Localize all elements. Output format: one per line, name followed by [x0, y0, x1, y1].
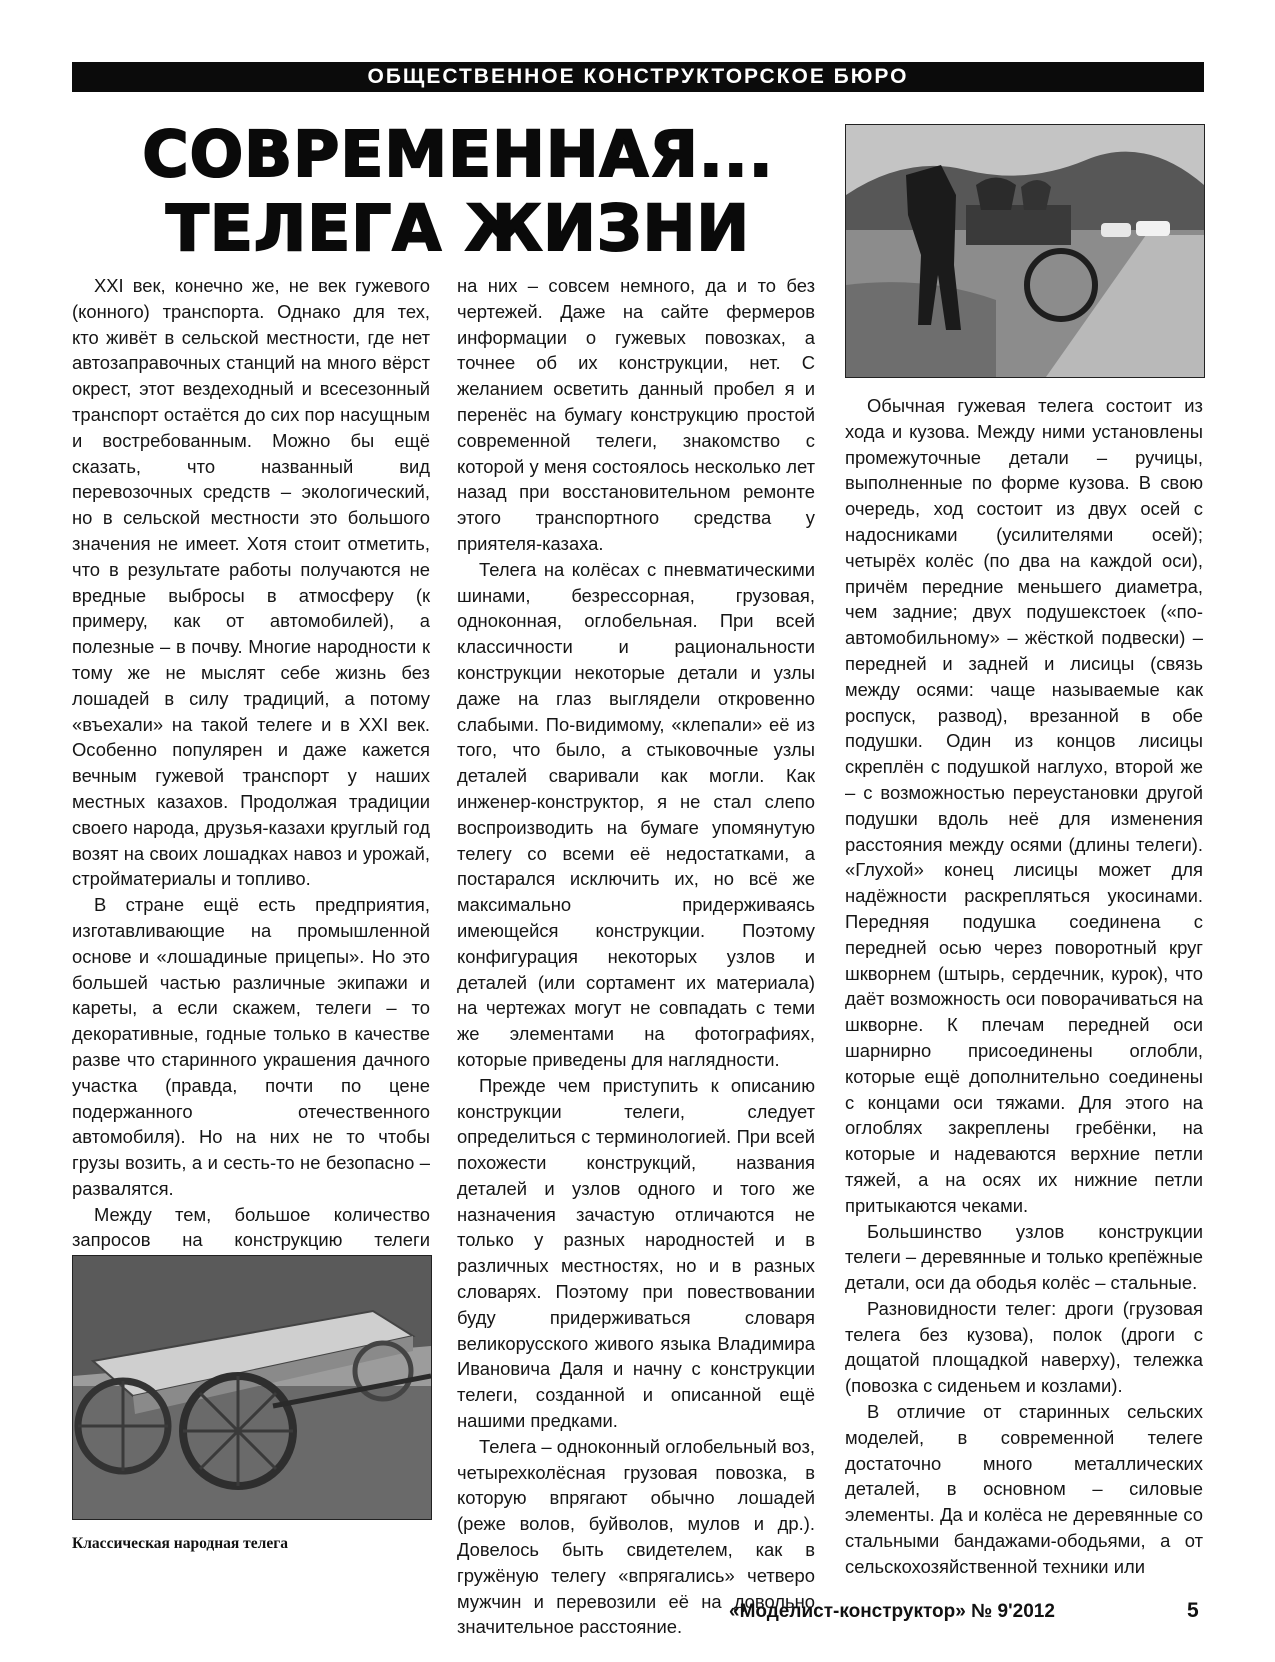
- paragraph: на них – совсем немного, да и то без чертежей. Даже на сайте фермеров информации о гужевых повозках, а точнее об их конструкции, нет. С желанием осветить данный пробел я и перенёс на бумагу конструкцию простой современной телеги, знакомство с которой у меня состоялось несколько лет назад при восстановительном ремонте этого транспортного средства у приятеля-казаха.: [457, 275, 815, 554]
- paragraph: Между тем, большое количество запросов на конструкцию телеги: [72, 1203, 430, 1251]
- paragraph: Прежде чем приступить к описанию конструкции телеги, следует определиться с терминологией. При всей похожести конструкций, названия деталей и узлов одного и того же назначения зачастую отличаются не только у разных народностей и в различных местностях, но и в разных словарях. Поэтому при повествовании буду придерживаться словаря великорусского живого языка Владимира Ивановича Даля и начну с конструкции телеги, созданной и описанной ещё нашими предками.: [457, 1074, 815, 1432]
- paragraph: Разновидности телег: дроги (грузовая телега без кузова), полок (дроги с дощатой площадкой наверху), тележка (повозка с сиденьем и козлами).: [845, 1297, 1203, 1397]
- text-column-1: [72, 273, 430, 1279]
- text-column-2: [457, 273, 815, 1640]
- magazine-issue: «Моделист-конструктор» № 9'2012: [729, 1601, 1055, 1622]
- section-header: ОБЩЕСТВЕННОЕ КОНСТРУКТОРСКОЕ БЮРО: [72, 62, 1204, 92]
- text-column-3: [845, 393, 1203, 1580]
- paragraph: Обычная гужевая телега состоит из хода и кузова. Между ними установлены промежуточные детали – ручицы, выполненные по форме кузова. В свою очередь, ход состоит из двух осей с надосниками (усилителями осей); четырёх колёс (по два на каждой оси), причём передние меньшего диаметра, чем задние; двух подушекстоек («по-автомобильному» – жёсткой подвески) – передней и задней и лисицы (связь между осями: чаще называемые как роспуск, развод), врезанной в обе подушки. Один из концов лисицы скреплён с подушкой наглухо, второй же – с возможностью переустановки другой подушки вдоль неё для изменения расстояния между осями (длины телеги). «Глухой» конец лисицы может для надёжности раскрепляться укосинами. Передняя подушка соединена с передней осью через поворотный круг шкворнем (штырь, сердечник, курок), что даёт возможность оси поворачиваться на шкворне. К плечам передней оси шарнирно присоединены оглобли, которые ещё дополнительно соединены с концами оси тяжами. Для этого на оглоблях закреплены гребёнки, на которые и надеваются верхние петли тяжей, а на осях их нижние петли притыкаются чеками.: [845, 395, 1203, 1216]
- paragraph: В отличие от старинных сельских моделей, в современной телеге достаточно много металлических деталей, в основном – силовые элементы. Да и колёса не деревянные со стальными бандажами-ободьями, а от сельскохозяйственной техники или: [845, 1401, 1203, 1577]
- paragraph: Телега на колёсах с пневматическими шинами, безрессорная, грузовая, одноконная, оглобельная. При всей классичности и рациональности конструкции некоторые детали и узлы даже на глаз выглядели откровенно слабыми. По-видимому, «клепали» её из того, что было, а стыковочные узлы деталей сваривали как могли. Как инженер-конструктор, я не стал слепо воспроизводить на бумаге упомянутую телегу со всеми её недостатками, а постарался исключить их, но всё же максимально придерживаясь имеющейся конструкции. Поэтому конфигурация некоторых узлов и деталей (или сортамент их материала) на чертежах могут не совпадать с теми же элементами на фотографиях, которые приведены для наглядности.: [457, 558, 815, 1070]
- photo-caption: Классическая народная телега: [72, 1535, 289, 1552]
- title-line-1: СОВРЕМЕННАЯ...: [142, 118, 774, 191]
- article-title: [88, 118, 828, 266]
- paragraph: В стране ещё есть предприятия, изготавливающие на промышленной основе и «лошадиные прицепы». Но это большей частью различные экипажи и кареты, а если скажем, телеги – то декоративные, годные только в качестве разве что старинного украшения дачного участка (правда, почти по цене подержанного отечественного автомобиля). Но на них не то чтобы грузы возить, а и сесть-то не безопасно – развалятся.: [72, 894, 430, 1199]
- horse-cart-photo: [845, 124, 1205, 378]
- paragraph: Большинство узлов конструкции телеги – деревянные и только крепёжные детали, оси да ободья колёс – стальные.: [845, 1220, 1203, 1294]
- paragraph: XXI век, конечно же, не век гужевого (конного) транспорта. Однако для тех, кто живёт в сельской местности, где нет автозаправочных станций на много вёрст окрест, этот вездеходный и всесезонный транспорт остаётся до сих пор насущным и востребованным. Можно бы ещё сказать, что названный вид перевозочных средств – экологический, но в сельской местности это большого значения не имеет. Хотя стоит отметить, что в результате работы получаются не вредные выбросы в атмосферу (к примеру, как от автомобилей), а полезные – в почву. Многие народности к тому же не мыслят себе жизнь без лошадей в силу традиций, а потому «въехали» на такой телеге и в XXI век. Особенно популярен и даже кажется вечным гужевой транспорт у наших местных казахов. Продолжая традиции своего народа, друзья-казахи круглый год возят на своих лошадках навоз и урожай, стройматериалы и топливо.: [72, 275, 430, 890]
- page-number: 5: [1187, 1599, 1199, 1622]
- wooden-cart-photo: [72, 1255, 432, 1520]
- paragraph: Телега – одноконный оглобельный воз, четырехколёсная грузовая повозка, в которую впрягают обычно лошадей (реже волов, буйволов, мулов и др.). Довелось быть свидетелем, как в гружёную телегу «впрягались» четверо мужчин и перевозили её на довольно значительное расстояние.: [457, 1435, 815, 1638]
- title-line-2: ТЕЛЕГА ЖИЗНИ: [165, 192, 751, 265]
